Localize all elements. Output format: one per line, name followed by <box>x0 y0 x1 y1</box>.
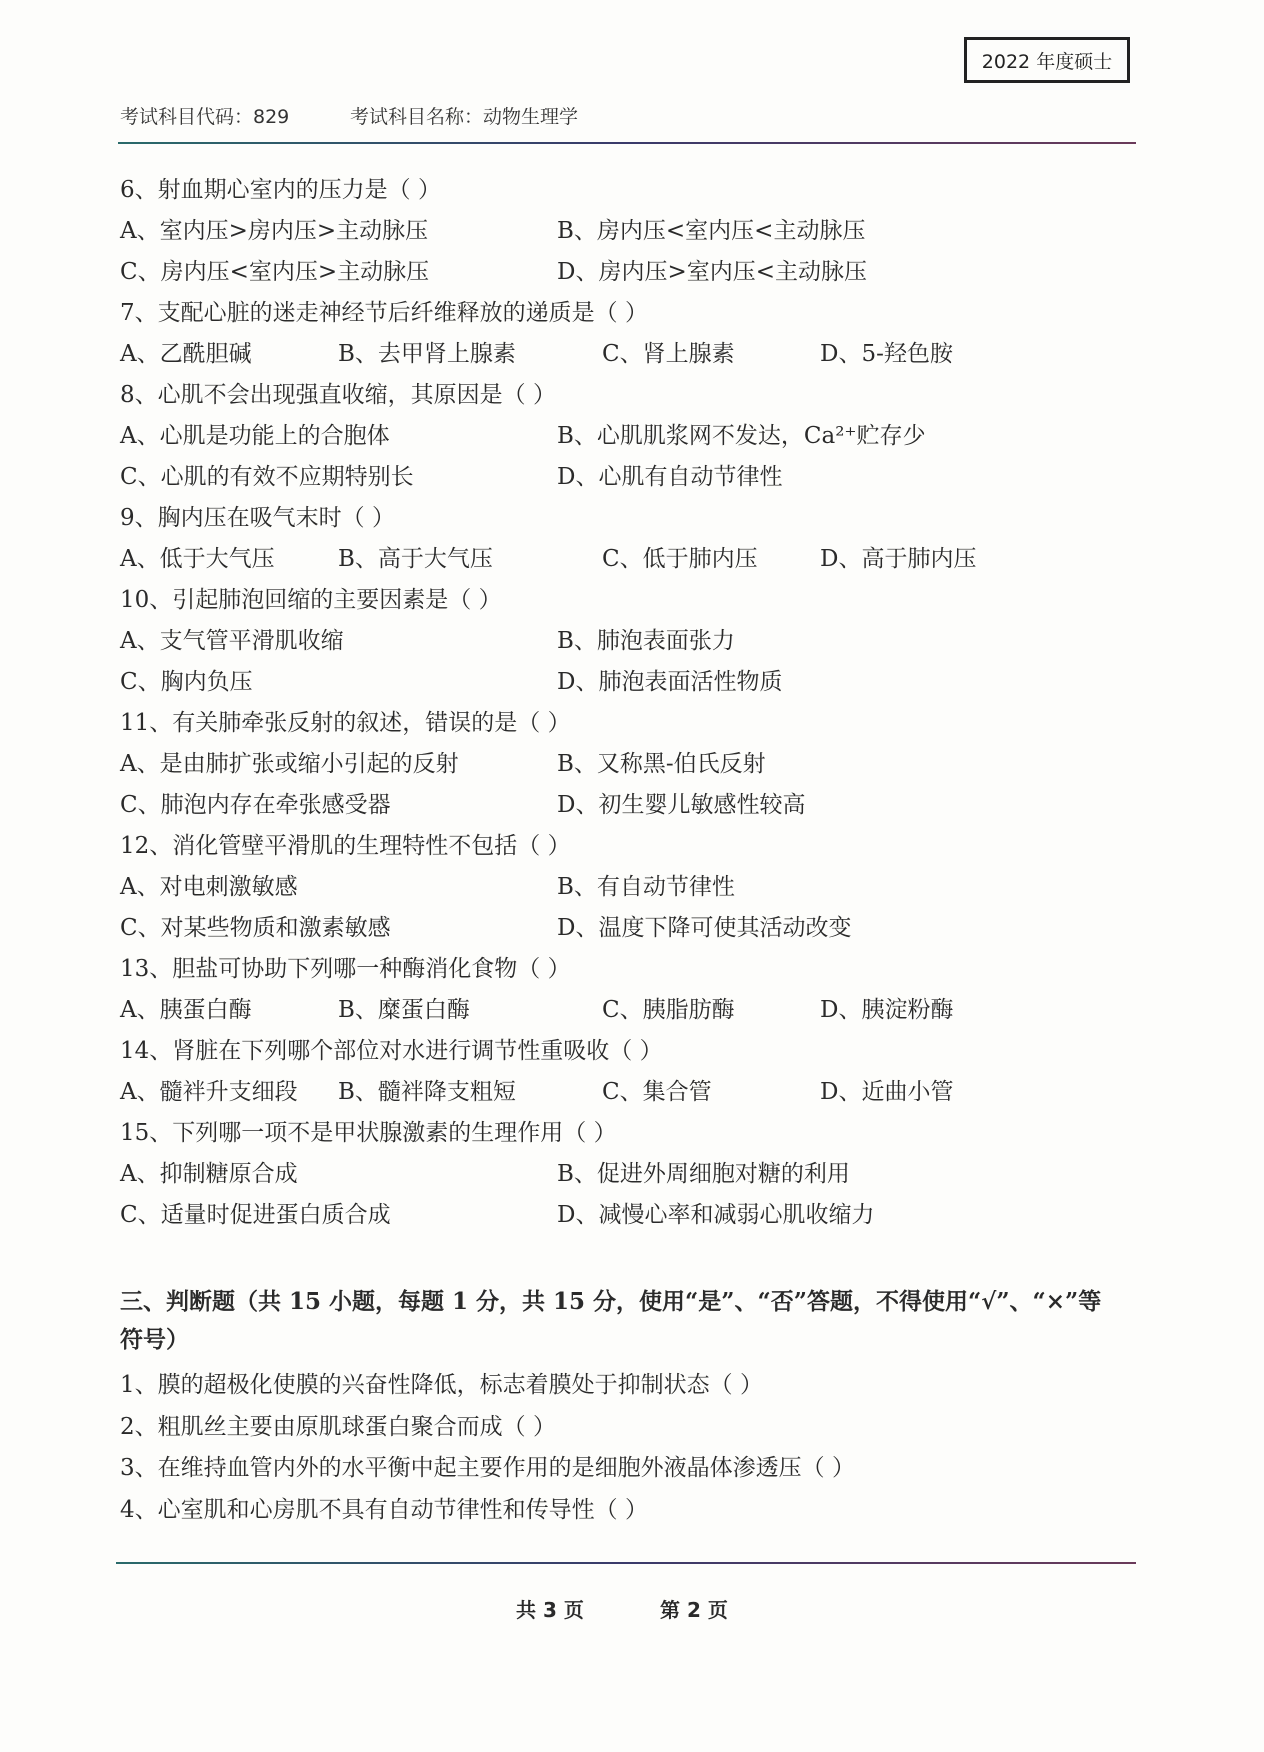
question-stem: 14、肾脏在下列哪个部位对水进行调节性重吸收（ ） <box>120 1038 663 1064</box>
total-pages: 共 3 页 <box>516 1598 584 1622</box>
option: B、有自动节律性 <box>557 874 735 900</box>
option: B、肺泡表面张力 <box>557 628 735 654</box>
option: D、初生婴儿敏感性较高 <box>557 792 806 818</box>
option: A、胰蛋白酶 <box>120 997 252 1023</box>
option: C、胸内负压 <box>120 669 253 695</box>
option: B、心肌肌浆网不发达，Ca²⁺贮存少 <box>557 423 926 449</box>
option: C、低于肺内压 <box>602 546 758 572</box>
section-title: 三、判断题（共 15 小题，每题 1 分，共 15 分，使用“是”、“否”答题，不得使用“√”、“×”等 <box>120 1288 1102 1315</box>
subject-code: 考试科目代码：829 <box>120 106 290 128</box>
option: A、乙酰胆碱 <box>120 341 252 367</box>
current-page: 第 2 页 <box>660 1598 728 1622</box>
option: A、心肌是功能上的合胞体 <box>120 423 390 449</box>
option: D、减慢心率和减弱心肌收缩力 <box>557 1202 875 1228</box>
option: C、房内压<室内压>主动脉压 <box>120 259 430 285</box>
true-false-item: 3、在维持血管内外的水平衡中起主要作用的是细胞外液晶体渗透压（ ） <box>120 1455 855 1481</box>
option: A、是由肺扩张或缩小引起的反射 <box>120 751 459 777</box>
option: B、促进外周细胞对糖的利用 <box>557 1161 850 1187</box>
option: C、集合管 <box>602 1079 712 1105</box>
option: C、对某些物质和激素敏感 <box>120 915 391 941</box>
option: D、温度下降可使其活动改变 <box>557 915 852 941</box>
question-stem: 7、支配心脏的迷走神经节后纤维释放的递质是（ ） <box>120 300 648 326</box>
header-rule <box>118 142 1136 144</box>
option: A、对电刺激敏感 <box>120 874 298 900</box>
option: C、适量时促进蛋白质合成 <box>120 1202 391 1228</box>
option: D、近曲小管 <box>820 1079 954 1105</box>
question-stem: 15、下列哪一项不是甲状腺激素的生理作用（ ） <box>120 1120 617 1146</box>
option: C、心肌的有效不应期特别长 <box>120 464 414 490</box>
option: D、房内压>室内压<主动脉压 <box>557 259 867 285</box>
option: B、又称黑-伯氏反射 <box>557 751 766 777</box>
option: A、抑制糖原合成 <box>120 1161 298 1187</box>
option: C、肾上腺素 <box>602 341 735 367</box>
footer-rule <box>116 1562 1136 1564</box>
question-stem: 6、射血期心室内的压力是（ ） <box>120 177 441 203</box>
true-false-item: 1、膜的超极化使膜的兴奋性降低，标志着膜处于抑制状态（ ） <box>120 1372 763 1398</box>
option: D、5-羟色胺 <box>820 341 953 367</box>
question-stem: 13、胆盐可协助下列哪一种酶消化食物（ ） <box>120 956 571 982</box>
question-stem: 11、有关肺牵张反射的叙述，错误的是（ ） <box>120 710 571 736</box>
option: B、高于大气压 <box>338 546 493 572</box>
option: D、肺泡表面活性物质 <box>557 669 783 695</box>
option: A、支气管平滑肌收缩 <box>120 628 344 654</box>
option: C、肺泡内存在牵张感受器 <box>120 792 391 818</box>
question-stem: 9、胸内压在吸气末时（ ） <box>120 505 395 531</box>
option: B、糜蛋白酶 <box>338 997 470 1023</box>
section-title-cont: 符号） <box>120 1326 189 1353</box>
option: D、胰淀粉酶 <box>820 997 954 1023</box>
option: C、胰脂肪酶 <box>602 997 735 1023</box>
question-stem: 8、心肌不会出现强直收缩，其原因是（ ） <box>120 382 556 408</box>
question-stem: 12、消化管壁平滑肌的生理特性不包括（ ） <box>120 833 571 859</box>
true-false-item: 2、粗肌丝主要由原肌球蛋白聚合而成（ ） <box>120 1413 556 1440</box>
question-stem: 10、引起肺泡回缩的主要因素是（ ） <box>120 587 502 613</box>
option: A、髓袢升支细段 <box>120 1079 298 1105</box>
subject-name: 考试科目名称：动物生理学 <box>350 106 579 128</box>
option: D、心肌有自动节律性 <box>557 464 783 490</box>
option: A、室内压>房内压>主动脉压 <box>120 218 429 244</box>
true-false-item: 4、心室肌和心房肌不具有自动节律性和传导性（ ） <box>120 1496 648 1523</box>
year-badge: 2022 年度硕士 <box>964 37 1130 83</box>
option: B、髓袢降支粗短 <box>338 1079 516 1105</box>
option: B、去甲肾上腺素 <box>338 341 516 367</box>
option: D、高于肺内压 <box>820 546 977 572</box>
option: B、房内压<室内压<主动脉压 <box>557 218 866 244</box>
option: A、低于大气压 <box>120 546 275 572</box>
